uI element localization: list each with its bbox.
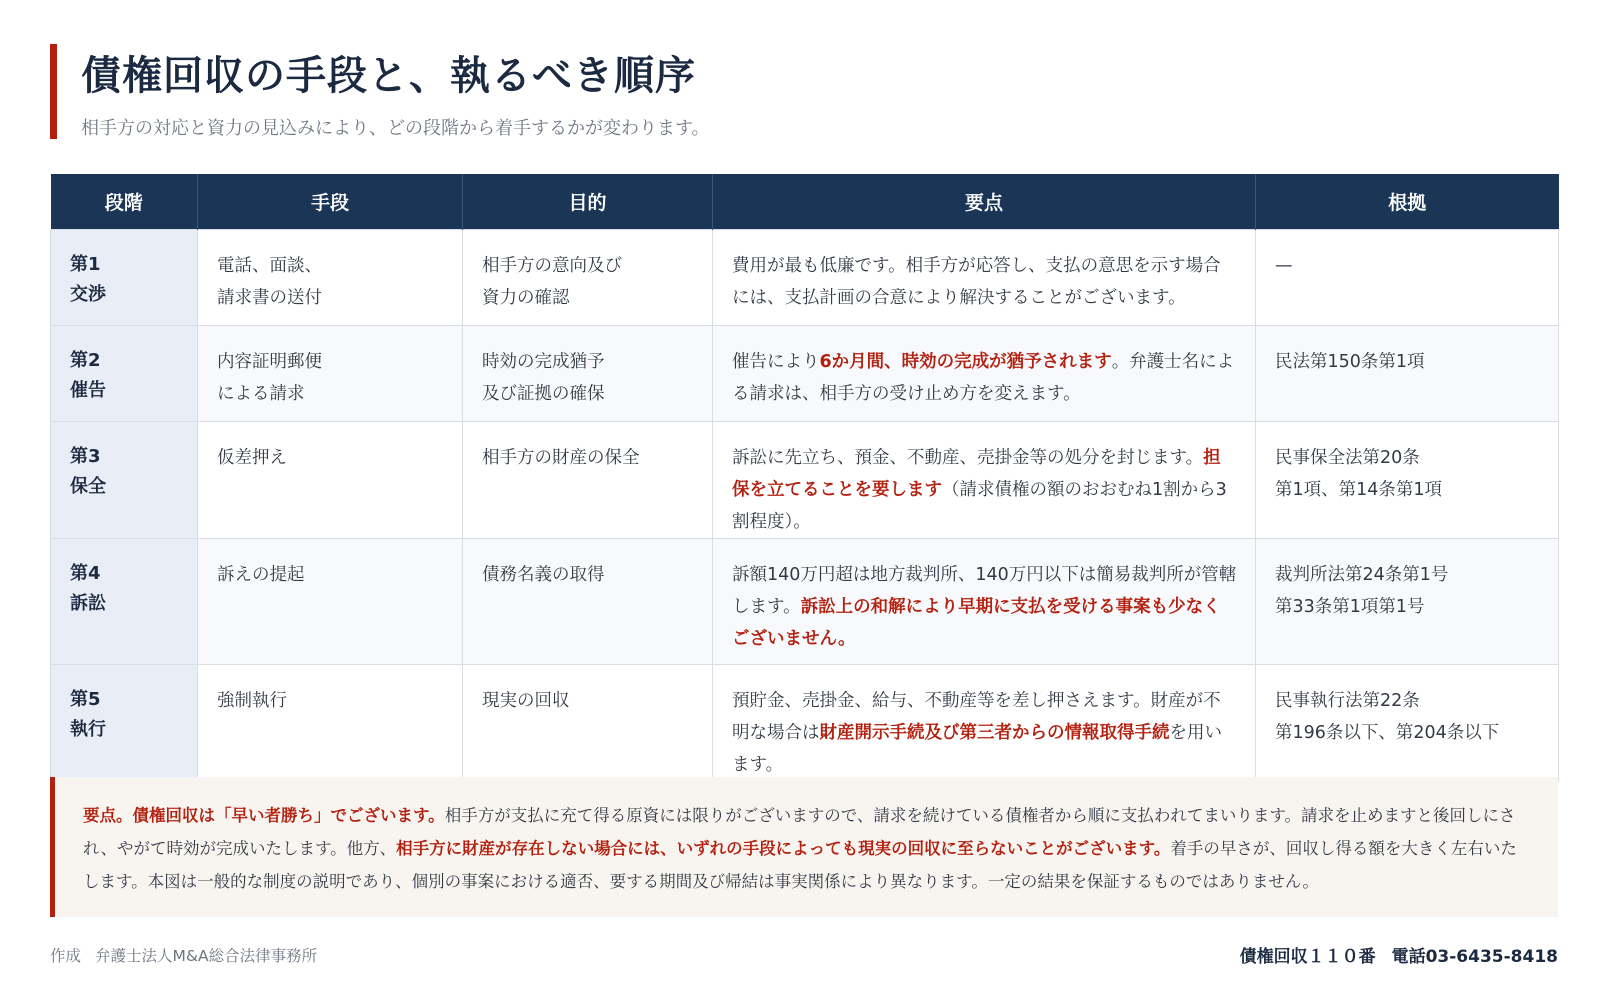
purpose-line: 相手方の意向及び bbox=[482, 255, 622, 276]
purpose-line: 時効の完成猶予 bbox=[482, 351, 605, 372]
purpose-line: 相手方の財産の保全 bbox=[482, 447, 640, 468]
column-header-basis: 根拠 bbox=[1256, 174, 1559, 229]
footer-credit bbox=[50, 944, 317, 966]
means-cell bbox=[198, 538, 463, 664]
stage-name: 保全 bbox=[70, 475, 106, 497]
purpose-line: 資力の確認 bbox=[482, 287, 570, 308]
means-line: 請求書の送付 bbox=[217, 287, 322, 308]
stage-name: 執行 bbox=[70, 718, 106, 740]
basis-cell bbox=[1256, 421, 1559, 538]
means-line: 強制執行 bbox=[217, 690, 287, 711]
basis-line: 第33条第1項第1号 bbox=[1275, 596, 1425, 617]
points-text: 訴額140万円超は地方裁判所、140万円以下は簡易裁判所が管轄します。 bbox=[732, 564, 1237, 617]
basis-line: 民法第150条第1項 bbox=[1275, 351, 1425, 372]
points-text: 。弁護士名による請求は、相手方の受け止め方を変えます。 bbox=[732, 351, 1235, 404]
points-text: 訴訟に先立ち、預金、不動産、売掛金等の処分を封じます。 bbox=[732, 447, 1204, 468]
stage-number: 第1 bbox=[70, 253, 101, 275]
basis-line: 民事保全法第20条 bbox=[1275, 447, 1420, 468]
points-cell bbox=[713, 325, 1256, 421]
page-header bbox=[50, 44, 1550, 139]
column-header-means: 手段 bbox=[198, 174, 463, 229]
basis-cell bbox=[1256, 538, 1559, 664]
stage-cell bbox=[51, 664, 198, 781]
points-text: 費用が最も低廉です。相手方が応答し、支払の意思を示す場合には、支払計画の合意により解決することがございます。 bbox=[732, 255, 1221, 308]
table-row bbox=[51, 664, 1559, 781]
basis-cell bbox=[1256, 229, 1559, 325]
table-row bbox=[51, 538, 1559, 664]
column-header-purpose: 目的 bbox=[463, 174, 713, 229]
basis-line: 民事執行法第22条 bbox=[1275, 690, 1420, 711]
points-text: 預貯金、売掛金、給与、不動産等を差し押さえます。財産が不明な場合は bbox=[732, 690, 1221, 743]
footer-credit-label: 作成 bbox=[50, 947, 82, 965]
table-row bbox=[51, 325, 1559, 421]
footer-phone: 電話03-6435-8418 bbox=[1391, 947, 1558, 967]
points-cell bbox=[713, 664, 1256, 781]
means-cell bbox=[198, 421, 463, 538]
stage-number: 第2 bbox=[70, 349, 101, 371]
stage-cell bbox=[51, 421, 198, 538]
note-text: 相手方が支払に充て得る原資には限りがございますので、請求を続けている債権者から順に支払われてまいります。請求を止めますと後回しにされ、やがて時効が完成いたします。他方、 bbox=[83, 806, 1516, 858]
points-highlight: 担保を立てることを要します bbox=[732, 447, 1221, 500]
table-body bbox=[51, 229, 1559, 781]
stage-number: 第3 bbox=[70, 445, 101, 467]
basis-line: 裁判所法第24条第1号 bbox=[1275, 564, 1449, 585]
basis-line: 第196条以下、第204条以下 bbox=[1275, 722, 1500, 743]
purpose-line: 現実の回収 bbox=[482, 690, 570, 711]
table-row bbox=[51, 421, 1559, 538]
note-highlight: 相手方に財産が存在しない場合には、いずれの手段によっても現実の回収に至らないことがございます。 bbox=[396, 839, 1171, 858]
purpose-cell bbox=[463, 229, 713, 325]
points-cell bbox=[713, 538, 1256, 664]
means-line: 内容証明郵便 bbox=[217, 351, 322, 372]
stage-number: 第4 bbox=[70, 562, 101, 584]
column-header-points: 要点 bbox=[713, 174, 1256, 229]
means-cell bbox=[198, 325, 463, 421]
column-header-stage: 段階 bbox=[51, 174, 198, 229]
purpose-cell bbox=[463, 325, 713, 421]
footer-author: 弁護士法人M&A総合法律事務所 bbox=[95, 947, 318, 965]
points-highlight: 財産開示手続及び第三者からの情報取得手続 bbox=[819, 722, 1170, 743]
table-row bbox=[51, 229, 1559, 325]
purpose-cell bbox=[463, 421, 713, 538]
means-line: 電話、面談、 bbox=[217, 255, 322, 276]
basis-cell bbox=[1256, 325, 1559, 421]
means-cell bbox=[198, 664, 463, 781]
purpose-line: 債務名義の取得 bbox=[482, 564, 605, 585]
stage-number: 第5 bbox=[70, 688, 101, 710]
points-text: を用います。 bbox=[732, 722, 1222, 775]
stage-cell bbox=[51, 325, 198, 421]
stage-name: 交渉 bbox=[70, 283, 106, 305]
points-highlight: 訴訟上の和解により早期に支払を受ける事案も少なくございません。 bbox=[732, 596, 1221, 649]
steps-table bbox=[50, 174, 1559, 782]
purpose-cell bbox=[463, 664, 713, 781]
page-title: 債権回収の手段と、執るべき順序 bbox=[81, 53, 696, 99]
points-cell bbox=[713, 421, 1256, 538]
basis-cell bbox=[1256, 664, 1559, 781]
note-highlight: 要点。債権回収は「早い者勝ち」でございます。 bbox=[83, 806, 445, 825]
stage-name: 訴訟 bbox=[70, 592, 106, 614]
basis-line: 第1項、第14条第1項 bbox=[1275, 479, 1443, 500]
purpose-cell bbox=[463, 538, 713, 664]
basis-line: — bbox=[1275, 255, 1293, 276]
means-cell bbox=[198, 229, 463, 325]
stage-cell bbox=[51, 229, 198, 325]
table-header-row bbox=[51, 174, 1559, 229]
footer-contact bbox=[1240, 942, 1558, 967]
summary-note bbox=[50, 777, 1558, 917]
note-text: 着手の早さが、回収し得る額を大きく左右いたします。本図は一般的な制度の説明であり、個別の事案における適否、要する期間及び帰結は事実関係により異なります。一定の結果を保証するものではありません。 bbox=[83, 839, 1517, 891]
stage-name: 催告 bbox=[70, 379, 106, 401]
points-cell bbox=[713, 229, 1256, 325]
footer-service-name: 債権回収１１０番 bbox=[1239, 947, 1376, 967]
summary-note-text bbox=[83, 799, 1532, 898]
page-subtitle: 相手方の対応と資力の見込みにより、どの段階から着手するかが変わります。 bbox=[81, 118, 710, 139]
means-line: 仮差押え bbox=[217, 447, 287, 468]
points-highlight: 6か月間、時効の完成が猶予されます bbox=[819, 351, 1112, 372]
points-text: （請求債権の額のおおむね1割から3割程度）。 bbox=[732, 479, 1227, 532]
stage-cell bbox=[51, 538, 198, 664]
purpose-line: 及び証拠の確保 bbox=[482, 383, 605, 404]
means-line: による請求 bbox=[217, 383, 305, 404]
points-text: 催告により bbox=[732, 351, 820, 372]
means-line: 訴えの提起 bbox=[217, 564, 305, 585]
